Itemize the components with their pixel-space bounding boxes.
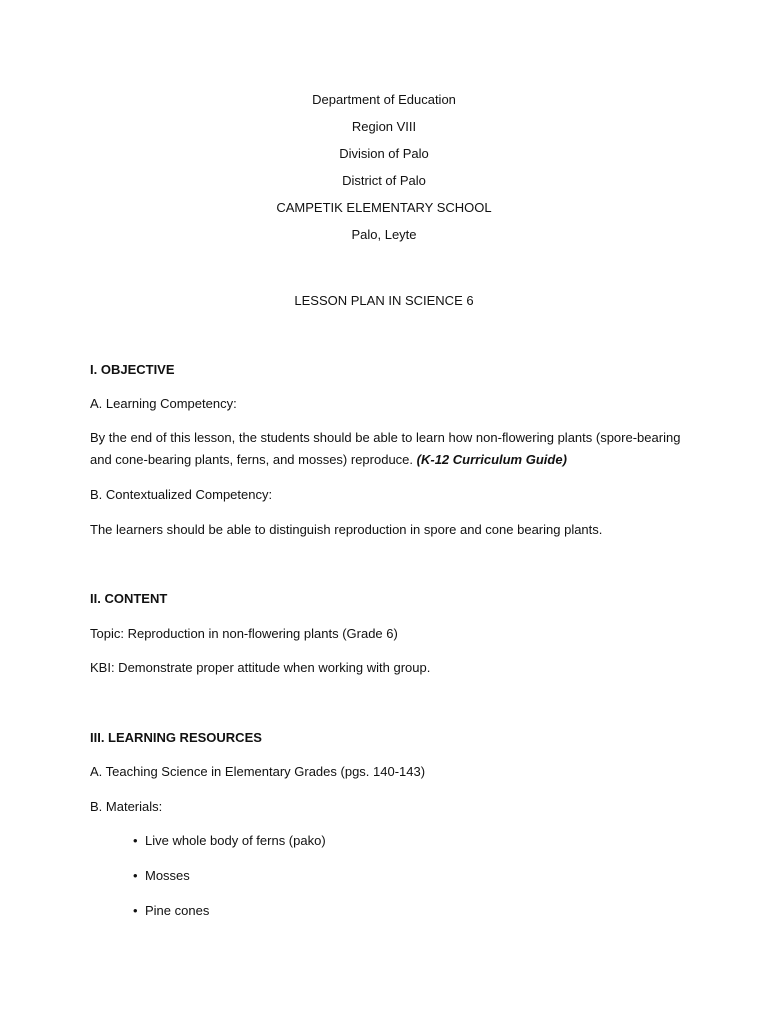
material-pine-cones: Pine cones [145,903,210,918]
contextualized-competency-label: B. Contextualized Competency: [90,487,273,502]
header-region: Region VIII [351,119,417,134]
bullet-icon: • [133,868,138,883]
document-title: LESSON PLAN IN SCIENCE 6 [294,293,474,308]
content-topic: Topic: Reproduction in non-flowering plants (Grade 6) [90,626,398,641]
header-location: Palo, Leyte [351,227,417,242]
header-division: Division of Palo [339,146,429,161]
list-item [133,868,190,884]
learning-competency-source: (K-12 Curriculum Guide) [416,452,567,467]
material-ferns: Live whole body of ferns (pako) [145,833,326,848]
material-mosses: Mosses [145,868,190,883]
list-item [133,903,209,919]
learning-competency-paragraph [90,427,688,471]
list-item [133,833,326,849]
header-district: District of Palo [342,173,426,188]
learning-competency-text: By the end of this lesson, the students should be able to learn how non-flowering plants (spore-bearing and cone-bearing plants, ferns, and mosses) reproduce. [90,430,681,467]
section-content-heading: II. CONTENT [90,591,168,606]
bullet-icon: • [133,903,138,918]
bullet-icon: • [133,833,138,848]
contextualized-competency-text: The learners should be able to distinguish reproduction in spore and cone bearing plants. [90,522,603,537]
section-resources-heading: III. LEARNING RESOURCES [90,730,262,745]
section-objective-heading: I. OBJECTIVE [90,362,175,377]
header-school: CAMPETIK ELEMENTARY SCHOOL [276,200,492,215]
resources-reference: A. Teaching Science in Elementary Grades (pgs. 140-143) [90,764,426,779]
learning-competency-label: A. Learning Competency: [90,396,237,411]
header-department: Department of Education [312,92,456,107]
materials-label: B. Materials: [90,799,163,814]
content-kbi: KBI: Demonstrate proper attitude when working with group. [90,660,431,675]
